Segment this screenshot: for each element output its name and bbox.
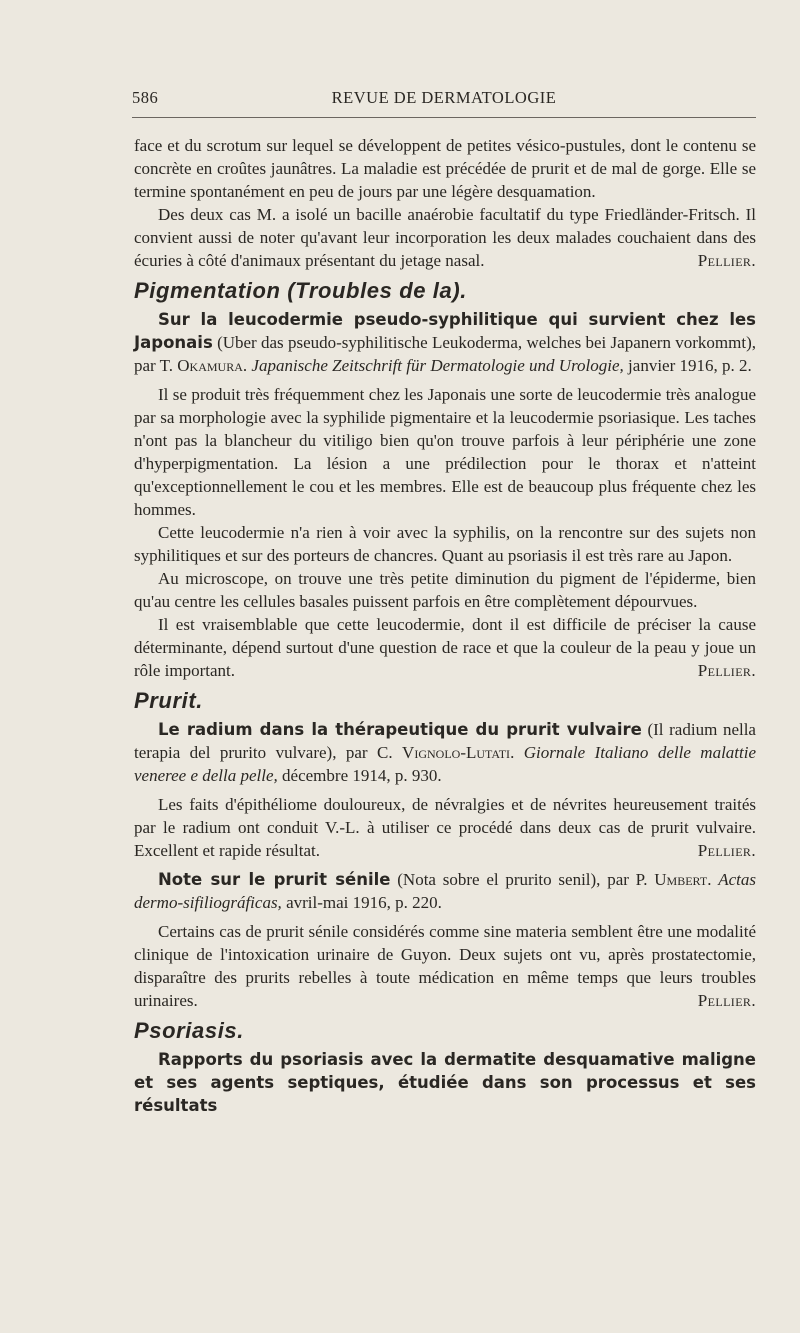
section-title: Psoriasis. — [134, 1018, 244, 1043]
article-reference — [134, 308, 756, 377]
article-title: Rapports du psoriasis avec la dermatite desquamative maligne et ses agents septiques, étudiée dans son processus et ses résultats — [134, 1050, 756, 1115]
section-title: Prurit. — [134, 688, 203, 713]
paragraph: Au microscope, on trouve une très petite diminution du pigment de l'épiderme, bien qu'au centre les cellules basales puissent parfois en être complètement dépourvues. — [134, 569, 756, 611]
signature: Pellier. — [697, 661, 756, 680]
page-number: 586 — [132, 88, 159, 107]
header-rule — [132, 117, 756, 118]
publication-date: avril-mai 1916, p. 220. — [281, 893, 442, 912]
page-body — [134, 134, 756, 1117]
paragraph — [134, 203, 756, 272]
article-author: Vignolo-Lutati — [402, 743, 511, 762]
signature: Pellier. — [697, 251, 756, 270]
section-title: Pigmentation (Troubles de la). — [134, 278, 467, 303]
running-title: REVUE DE DERMATOLOGIE — [331, 88, 557, 107]
article-author: Okamura — [177, 356, 243, 375]
paragraph-text: Il est vraisemblable que cette leucodermie, dont il est difficile de préciser la cause déterminante, dépend surtout d'une question de race et que la couleur de la peau y joue un rôle important. — [134, 615, 756, 680]
paragraph-text: Certains cas de prurit sénile considérés comme sine materia semblent être une modalité clinique de l'intoxication urinaire de Guyon. Deux sujets ont vu, après prostatectomie, disparaître des prurits rebelles à toute médication en même temps que leurs troubles urinaires. — [134, 922, 756, 1010]
article-title: Sur la leucodermie pseudo-syphilitique qui survient chez les Japonais — [134, 310, 756, 352]
publication-date: décembre 1914, p. 930. — [277, 766, 442, 785]
journal-name: Japanische Zeitschrift für Dermatologie und Urologie, — [251, 356, 624, 375]
paragraph: face et du scrotum sur lequel se développent de petites vésico-pustules, dont le contenu se concrète en croûtes jaunâtres. La maladie est précédée de prurit et de mal de gorge. Elle se termine spontanément en peu de jours par une légère desquamation. — [134, 136, 756, 201]
paragraph — [134, 613, 756, 682]
paragraph — [134, 793, 756, 862]
paragraph: Cette leucodermie n'a rien à voir avec la syphilis, on la rencontre sur des sujets non syphilitiques et sur des porteurs de chancres. Quant au psoriasis il est très rare au Japon. — [134, 523, 756, 565]
paragraph-text: Des deux cas M. a isolé un bacille anaérobie facultatif du type Friedländer-Fritsch. Il convient aussi de noter qu'avant leur incorporation les deux malades couchaient dans des écuries à côté d'animaux présentant du jetage nasal. — [134, 205, 756, 270]
paragraph-text: Les faits d'épithéliome douloureux, de névralgies et de névrites heureusement traités par le radium ont conduit V.-L. à utiliser ce procédé dans deux cas de prurit vulvaire. Excellent et rapide résultat. — [134, 795, 756, 860]
article-reference — [134, 718, 756, 787]
journal-name: Giornale Italiano delle malattie veneree e della pelle, — [134, 743, 757, 785]
article-title: Le radium dans la thérapeutique du prurit vulvaire — [158, 720, 642, 739]
publication-date: janvier 1916, p. 2. — [623, 356, 752, 375]
article-title: Note sur le prurit sénile — [158, 870, 391, 889]
page-header — [132, 84, 756, 110]
signature: Pellier. — [697, 841, 756, 860]
separator: . — [242, 356, 252, 375]
article-original-title: (Il radium nella terapia del prurito vulvare), par C. — [134, 720, 756, 762]
article-original-title: (Uber das pseudo-syphilitische Leukoderma, welches bei Japanern vorkommt), par T. — [134, 333, 756, 375]
article-reference — [134, 1048, 756, 1117]
journal-name: Actas dermo-sifiliográficas, — [134, 870, 756, 912]
article-reference — [134, 868, 756, 914]
article-original-title: (Nota sobre el prurito senil), par P. — [390, 870, 655, 889]
signature: Pellier. — [697, 991, 756, 1010]
article-author: Umbert — [654, 870, 708, 889]
separator: . — [707, 870, 719, 889]
separator: . — [510, 743, 524, 762]
paragraph — [134, 920, 756, 1012]
paragraph: Il se produit très fréquemment chez les Japonais une sorte de leucodermie très analogue par sa morphologie avec la syphilide pigmentaire et la leucodermie psoriasique. Les taches n'ont pas la blancheur du vitiligo bien qu'on trouve parfois à leur périphérie une zone d'hyperpigmentation. La lésion a une prédilection pour le thorax et n'atteint qu'exceptionnellement le cou et les membres. Elle est de beaucoup plus fréquente chez les hommes. — [134, 385, 756, 519]
